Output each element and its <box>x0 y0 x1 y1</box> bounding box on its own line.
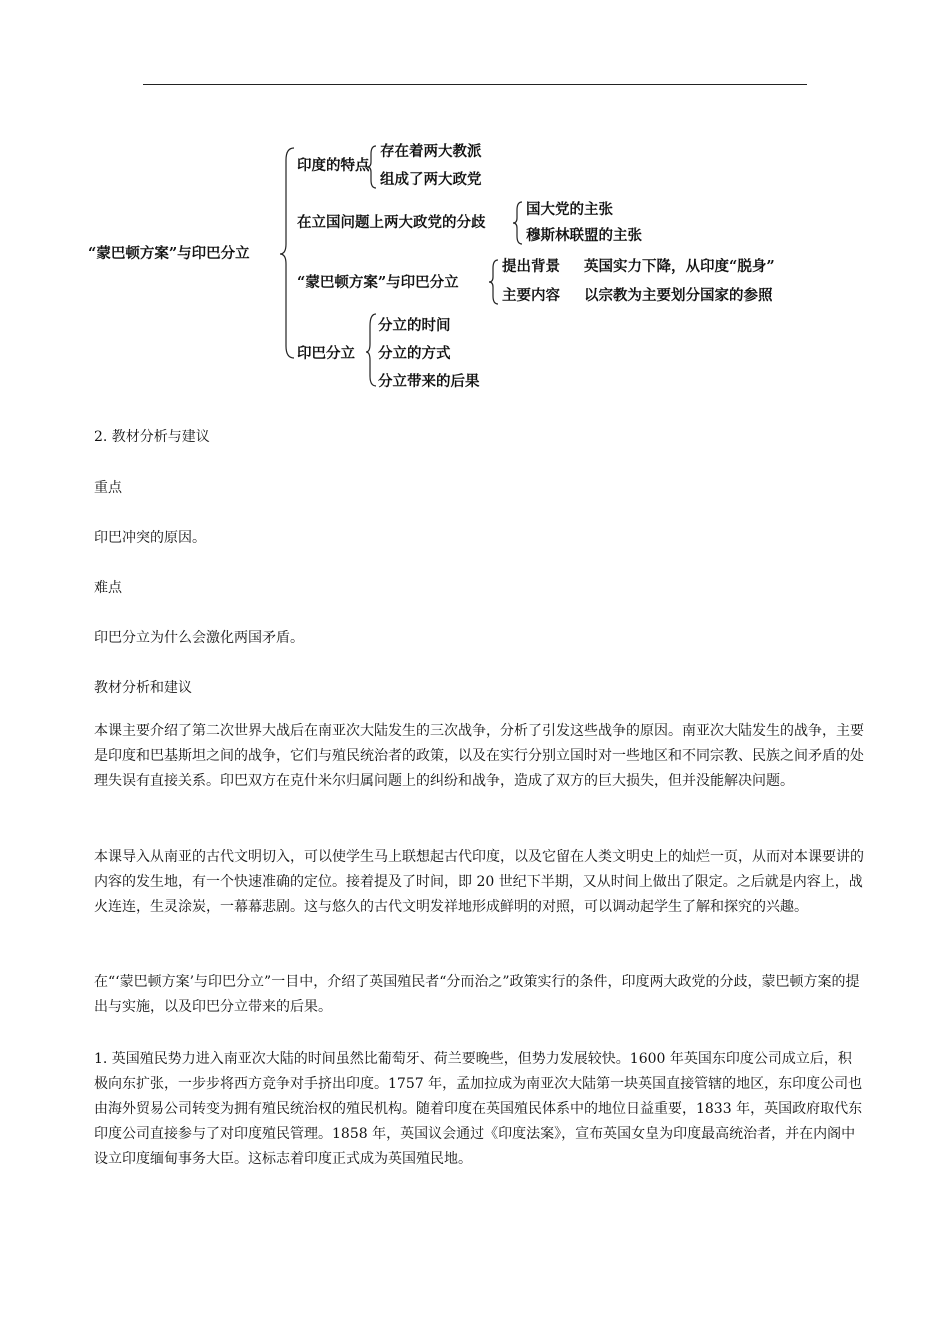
branch-1-item-2: 组成了两大政党 <box>380 171 482 188</box>
branch-3-value-1: 英国实力下降，从印度“脱身” <box>584 258 775 275</box>
branch-3-key-1: 提出背景 <box>502 258 560 275</box>
root-brace <box>280 148 294 358</box>
branch-brace-3 <box>489 260 498 304</box>
analysis-label: 教材分析和建议 <box>94 680 192 696</box>
branch-brace-4 <box>366 314 376 386</box>
branch-label-4: 印巴分立 <box>297 345 355 362</box>
key-point-text: 印巴冲突的原因。 <box>94 530 206 546</box>
difficulty-label: 难点 <box>94 580 122 596</box>
branch-brace-2 <box>513 202 522 244</box>
branch-1-item-1: 存在着两大教派 <box>380 143 482 160</box>
section-title: 2. 教材分析与建议 <box>94 429 210 445</box>
branch-4-item-3: 分立带来的后果 <box>378 373 480 390</box>
branch-brace-1 <box>367 146 376 188</box>
branch-2-item-1: 国大党的主张 <box>526 201 613 218</box>
header-rule <box>143 84 807 85</box>
branch-2-item-2: 穆斯林联盟的主张 <box>526 227 642 244</box>
diagram-root: “蒙巴顿方案”与印巴分立 <box>88 245 250 262</box>
branch-4-item-1: 分立的时间 <box>378 317 451 334</box>
branch-label-3: “蒙巴顿方案”与印巴分立 <box>297 274 459 291</box>
key-point-label: 重点 <box>94 480 122 496</box>
branch-3-value-2: 以宗教为主要划分国家的参照 <box>584 287 773 304</box>
branch-label-2: 在立国问题上两大政党的分歧 <box>297 214 486 231</box>
structure-diagram <box>88 132 813 392</box>
difficulty-text: 印巴分立为什么会激化两国矛盾。 <box>94 630 304 646</box>
branch-3-key-2: 主要内容 <box>502 287 560 304</box>
paragraph-4: 1. 英国殖民势力进入南亚次大陆的时间虽然比葡萄牙、荷兰要晚些，但势力发展较快。1600 年英国东印度公司成立后，积极向东扩张，一步步将西方竞争对手挤出印度。1757 年，孟加拉成为南亚次大陆第一块英国直接管辖的地区，东印度公司也由海外贸易公司转变为拥有殖民统治权的殖民机构。随着印度在英国殖民体系中的地位日益重要，1833 年，英国政府取代东印度公司直接参与了对印度殖民管理。1858 年，英国议会通过《印度法案》，宣布英国女皇为印度最高统治者，并在内阁中设立印度缅甸事务大臣。这标志着印度正式成为英国殖民地。 <box>94 1051 863 1167</box>
branch-4-item-2: 分立的方式 <box>378 345 451 362</box>
branch-label-1: 印度的特点 <box>297 157 370 174</box>
paragraph-3: 在“‘蒙巴顿方案’与印巴分立”一目中，介绍了英国殖民者“分而治之”政策实行的条件，印度两大政党的分歧，蒙巴顿方案的提出与实施，以及印巴分立带来的后果。 <box>94 974 860 1015</box>
paragraph-2: 本课导入从南亚的古代文明切入，可以使学生马上联想起古代印度，以及它留在人类文明史上的灿烂一页，从而对本课要讲的内容的发生地，有一个快速准确的定位。接着提及了时间，即 20 世纪下半期，又从时间上做出了限定。之后就是内容上，战火连连，生灵涂炭，一幕幕悲剧。这与悠久的古代文明发祥地形成鲜明的对照，可以调动起学生了解和探究的兴趣。 <box>94 849 864 915</box>
paragraph-1: 本课主要介绍了第二次世界大战后在南亚次大陆发生的三次战争，分析了引发这些战争的原因。南亚次大陆发生的战争，主要是印度和巴基斯坦之间的战争，它们与殖民统治者的政策，以及在实行分别立国时对一些地区和不同宗教、民族之间矛盾的处理失误有直接关系。印巴双方在克什米尔归属问题上的纠纷和战争，造成了双方的巨大损失，但并没能解决问题。 <box>94 723 864 789</box>
